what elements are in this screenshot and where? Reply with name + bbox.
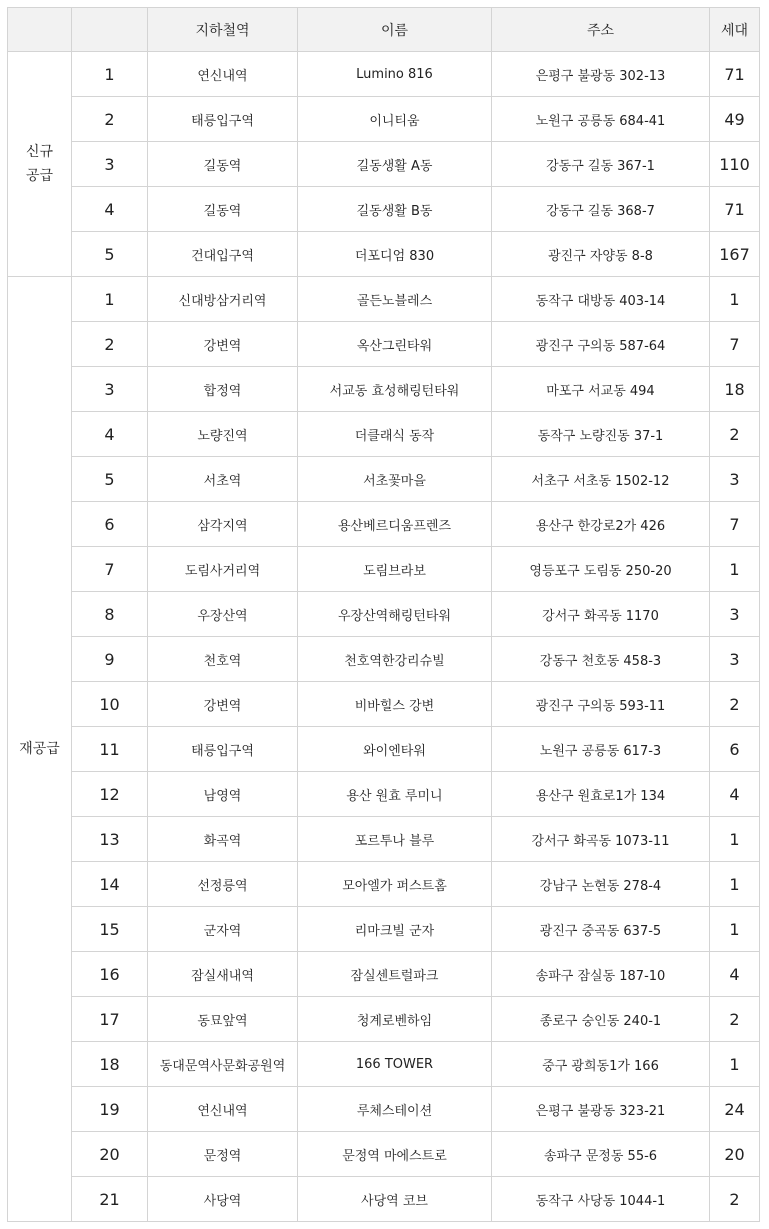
address-cell: 영등포구 도림동 250-20	[492, 547, 710, 592]
header-station: 지하철역	[148, 8, 298, 52]
name-cell: 천호역한강리슈빌	[298, 637, 492, 682]
table-row	[8, 817, 760, 862]
station-cell: 도림사거리역	[148, 547, 298, 592]
address-cell: 용산구 한강로2가 426	[492, 502, 710, 547]
row-number: 1	[72, 52, 148, 97]
address-cell: 동작구 노량진동 37-1	[492, 412, 710, 457]
address-cell: 광진구 중곡동 637-5	[492, 907, 710, 952]
header-group	[8, 8, 72, 52]
header-name: 이름	[298, 8, 492, 52]
name-cell: 비바힐스 강변	[298, 682, 492, 727]
table-row	[8, 367, 760, 412]
units-cell: 7	[710, 322, 760, 367]
table-row	[8, 97, 760, 142]
row-number: 12	[72, 772, 148, 817]
station-cell: 잠실새내역	[148, 952, 298, 997]
table-row	[8, 187, 760, 232]
name-cell: 도림브라보	[298, 547, 492, 592]
station-cell: 화곡역	[148, 817, 298, 862]
table-row	[8, 547, 760, 592]
row-number: 11	[72, 727, 148, 772]
units-cell: 1	[710, 277, 760, 322]
table-row	[8, 682, 760, 727]
name-cell: 길동생활 A동	[298, 142, 492, 187]
units-cell: 1	[710, 817, 760, 862]
name-cell: 용산베르디움프렌즈	[298, 502, 492, 547]
row-number: 4	[72, 412, 148, 457]
table-row	[8, 502, 760, 547]
table-row	[8, 412, 760, 457]
table-row	[8, 1042, 760, 1087]
address-cell: 은평구 불광동 323-21	[492, 1087, 710, 1132]
name-cell: 와이엔타워	[298, 727, 492, 772]
table-row	[8, 1132, 760, 1177]
name-cell: 166 TOWER	[298, 1042, 492, 1087]
station-cell: 태릉입구역	[148, 97, 298, 142]
name-cell: 더포디엄 830	[298, 232, 492, 277]
row-number: 15	[72, 907, 148, 952]
header-row	[8, 8, 760, 52]
name-cell: 포르투나 블루	[298, 817, 492, 862]
row-number: 2	[72, 322, 148, 367]
station-cell: 길동역	[148, 187, 298, 232]
units-cell: 7	[710, 502, 760, 547]
row-number: 20	[72, 1132, 148, 1177]
name-cell: 잠실센트럴파크	[298, 952, 492, 997]
row-number: 7	[72, 547, 148, 592]
table-row	[8, 952, 760, 997]
table-row	[8, 1177, 760, 1222]
address-cell: 송파구 문정동 55-6	[492, 1132, 710, 1177]
units-cell: 3	[710, 637, 760, 682]
units-cell: 2	[710, 682, 760, 727]
name-cell: 우장산역해링턴타워	[298, 592, 492, 637]
table-row	[8, 997, 760, 1042]
station-cell: 우장산역	[148, 592, 298, 637]
row-number: 19	[72, 1087, 148, 1132]
address-cell: 송파구 잠실동 187-10	[492, 952, 710, 997]
address-cell: 강서구 화곡동 1073-11	[492, 817, 710, 862]
address-cell: 강동구 길동 367-1	[492, 142, 710, 187]
header-address: 주소	[492, 8, 710, 52]
units-cell: 2	[710, 1177, 760, 1222]
address-cell: 광진구 구의동 587-64	[492, 322, 710, 367]
station-cell: 서초역	[148, 457, 298, 502]
units-cell: 1	[710, 547, 760, 592]
row-number: 8	[72, 592, 148, 637]
station-cell: 합정역	[148, 367, 298, 412]
station-cell: 선정릉역	[148, 862, 298, 907]
name-cell: 서초꽃마을	[298, 457, 492, 502]
name-cell: 이니티움	[298, 97, 492, 142]
row-number: 3	[72, 367, 148, 412]
station-cell: 길동역	[148, 142, 298, 187]
units-cell: 1	[710, 907, 760, 952]
table-row	[8, 727, 760, 772]
station-cell: 문정역	[148, 1132, 298, 1177]
station-cell: 강변역	[148, 682, 298, 727]
table-row	[8, 907, 760, 952]
row-number: 2	[72, 97, 148, 142]
table-row	[8, 232, 760, 277]
row-number: 17	[72, 997, 148, 1042]
housing-supply-table	[7, 7, 760, 1222]
address-cell: 광진구 구의동 593-11	[492, 682, 710, 727]
units-cell: 20	[710, 1132, 760, 1177]
units-cell: 3	[710, 592, 760, 637]
name-cell: 길동생활 B동	[298, 187, 492, 232]
name-cell: 용산 원효 루미니	[298, 772, 492, 817]
address-cell: 동작구 사당동 1044-1	[492, 1177, 710, 1222]
header-units: 세대	[710, 8, 760, 52]
station-cell: 태릉입구역	[148, 727, 298, 772]
table-row	[8, 277, 760, 322]
group-label: 신규 공급	[8, 52, 72, 277]
row-number: 10	[72, 682, 148, 727]
group-label: 재공급	[8, 277, 72, 1222]
name-cell: 루체스테이션	[298, 1087, 492, 1132]
row-number: 16	[72, 952, 148, 997]
address-cell: 은평구 불광동 302-13	[492, 52, 710, 97]
table-body	[8, 52, 760, 1222]
station-cell: 신대방삼거리역	[148, 277, 298, 322]
units-cell: 2	[710, 412, 760, 457]
units-cell: 1	[710, 862, 760, 907]
row-number: 21	[72, 1177, 148, 1222]
station-cell: 군자역	[148, 907, 298, 952]
units-cell: 4	[710, 952, 760, 997]
units-cell: 6	[710, 727, 760, 772]
units-cell: 24	[710, 1087, 760, 1132]
name-cell: 청계로벤하임	[298, 997, 492, 1042]
table-row	[8, 862, 760, 907]
table-row	[8, 592, 760, 637]
units-cell: 71	[710, 52, 760, 97]
address-cell: 마포구 서교동 494	[492, 367, 710, 412]
header-number	[72, 8, 148, 52]
row-number: 14	[72, 862, 148, 907]
table-row	[8, 52, 760, 97]
units-cell: 4	[710, 772, 760, 817]
address-cell: 동작구 대방동 403-14	[492, 277, 710, 322]
name-cell: 모아엘가 퍼스트홈	[298, 862, 492, 907]
address-cell: 중구 광희동1가 166	[492, 1042, 710, 1087]
name-cell: 옥산그린타워	[298, 322, 492, 367]
station-cell: 삼각지역	[148, 502, 298, 547]
station-cell: 동묘앞역	[148, 997, 298, 1042]
table-row	[8, 142, 760, 187]
row-number: 3	[72, 142, 148, 187]
station-cell: 건대입구역	[148, 232, 298, 277]
station-cell: 동대문역사문화공원역	[148, 1042, 298, 1087]
station-cell: 연신내역	[148, 52, 298, 97]
name-cell: 더클래식 동작	[298, 412, 492, 457]
station-cell: 천호역	[148, 637, 298, 682]
table-row	[8, 772, 760, 817]
address-cell: 서초구 서초동 1502-12	[492, 457, 710, 502]
row-number: 9	[72, 637, 148, 682]
address-cell: 강동구 천호동 458-3	[492, 637, 710, 682]
units-cell: 71	[710, 187, 760, 232]
units-cell: 3	[710, 457, 760, 502]
station-cell: 남영역	[148, 772, 298, 817]
row-number: 18	[72, 1042, 148, 1087]
station-cell: 강변역	[148, 322, 298, 367]
address-cell: 노원구 공릉동 617-3	[492, 727, 710, 772]
row-number: 5	[72, 232, 148, 277]
table-row	[8, 457, 760, 502]
units-cell: 167	[710, 232, 760, 277]
table-row	[8, 1087, 760, 1132]
address-cell: 강서구 화곡동 1170	[492, 592, 710, 637]
station-cell: 연신내역	[148, 1087, 298, 1132]
name-cell: 서교동 효성해링턴타워	[298, 367, 492, 412]
units-cell: 110	[710, 142, 760, 187]
address-cell: 광진구 자양동 8-8	[492, 232, 710, 277]
address-cell: 강동구 길동 368-7	[492, 187, 710, 232]
units-cell: 18	[710, 367, 760, 412]
address-cell: 종로구 숭인동 240-1	[492, 997, 710, 1042]
table-row	[8, 322, 760, 367]
units-cell: 2	[710, 997, 760, 1042]
row-number: 13	[72, 817, 148, 862]
address-cell: 노원구 공릉동 684-41	[492, 97, 710, 142]
name-cell: 사당역 코브	[298, 1177, 492, 1222]
units-cell: 1	[710, 1042, 760, 1087]
name-cell: 골든노블레스	[298, 277, 492, 322]
row-number: 1	[72, 277, 148, 322]
name-cell: 리마크빌 군자	[298, 907, 492, 952]
units-cell: 49	[710, 97, 760, 142]
table-row	[8, 637, 760, 682]
address-cell: 강남구 논현동 278-4	[492, 862, 710, 907]
station-cell: 노량진역	[148, 412, 298, 457]
name-cell: Lumino 816	[298, 52, 492, 97]
address-cell: 용산구 원효로1가 134	[492, 772, 710, 817]
row-number: 4	[72, 187, 148, 232]
name-cell: 문정역 마에스트로	[298, 1132, 492, 1177]
row-number: 6	[72, 502, 148, 547]
station-cell: 사당역	[148, 1177, 298, 1222]
row-number: 5	[72, 457, 148, 502]
